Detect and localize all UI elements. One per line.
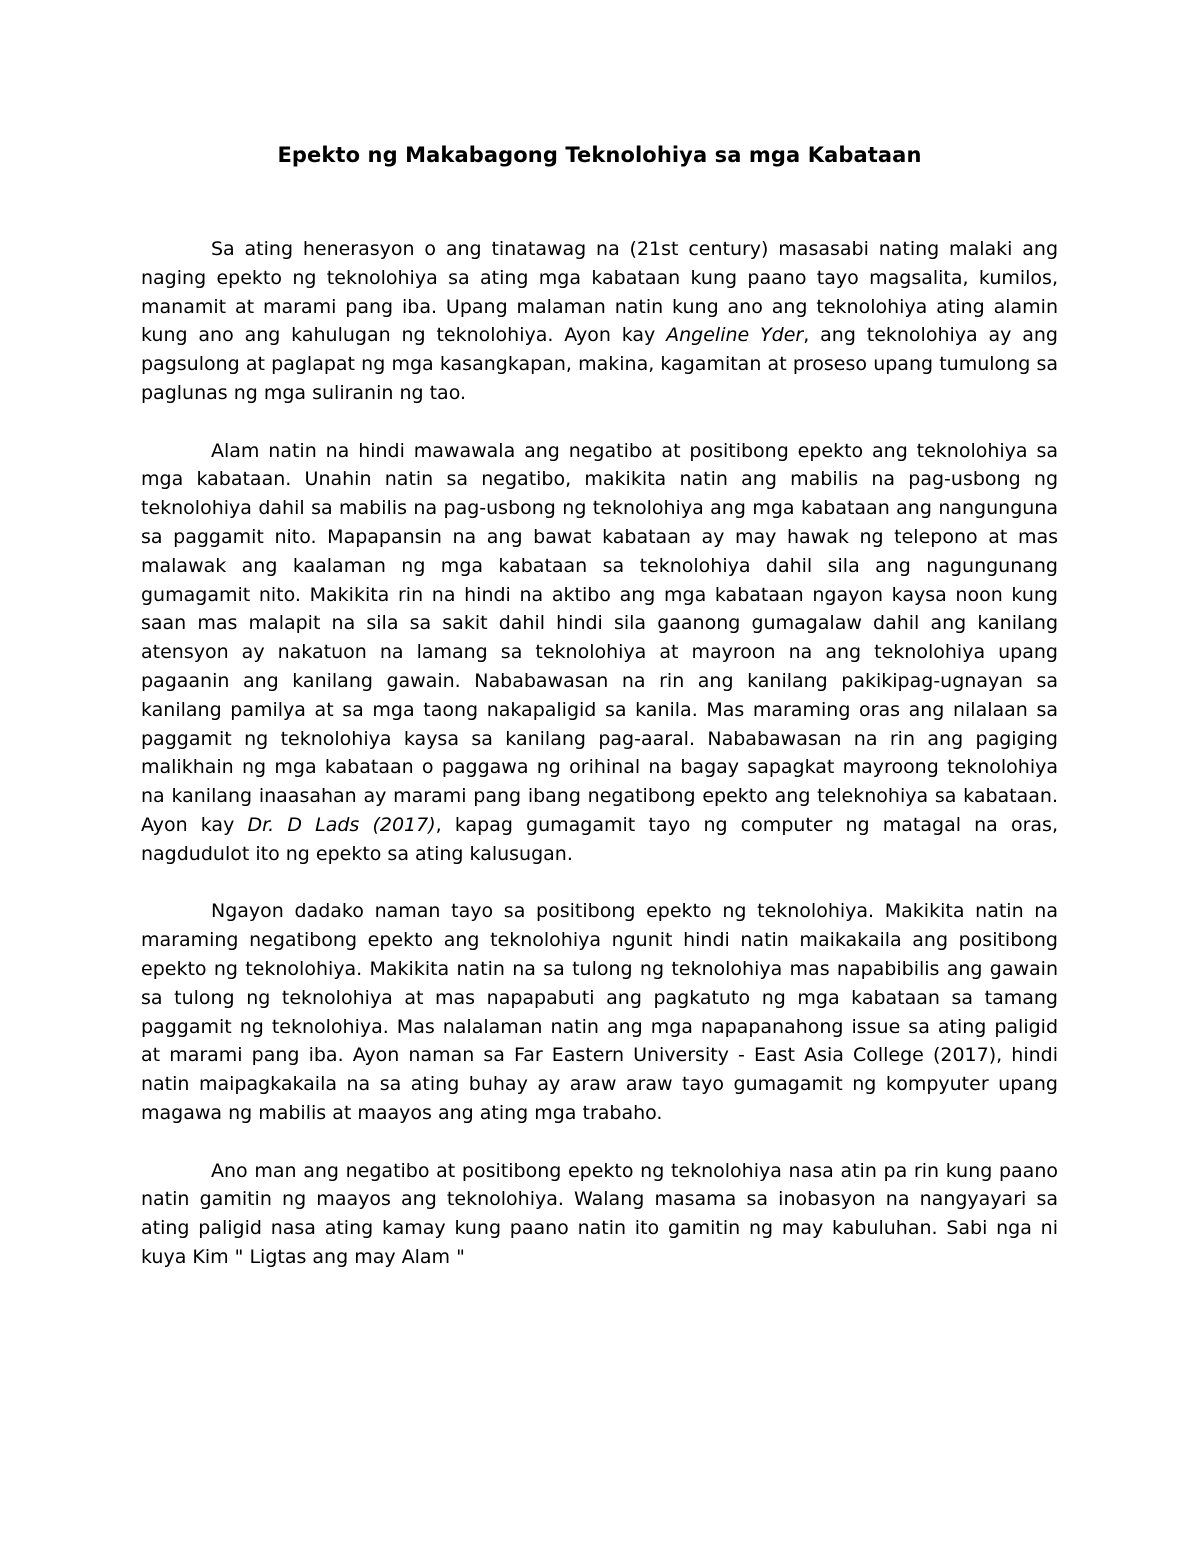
- paragraph-4: [141, 1157, 1058, 1272]
- paragraph-4-text: Ano man ang negatibo at positibong epekto ng teknolohiya nasa atin pa rin kung paano natin gamitin ng maayos ang teknolohiya. Walang masama sa inobasyon na nangyayari sa ating paligid nasa ating kamay kung paano natin ito gamitin ng may kabuluhan. Sabi nga ni kuya Kim " Ligtas ang may Alam ": [141, 1159, 1058, 1268]
- paragraph-1-text-a: Sa ating henerasyon o ang tinatawag na (21st century) masasabi nating malaki ang naging epekto ng teknolohiya sa ating mga kabataan kung paano tayo magsalita, kumilos, manamit at marami pang iba. Upang malaman natin kung ano ang teknolohiya ating alamin kung ano ang kahulugan ng teknolohiya. Ayon kay: [141, 238, 1058, 347]
- paragraph-3-text: Ngayon dadako naman tayo sa positibong epekto ng teknolohiya. Makikita natin na maraming negatibong epekto ang teknolohiya ngunit hindi natin maikakaila ang positibong epekto ng teknolohiya. Makikita natin na sa tulong ng teknolohiya mas napabibilis ang gawain sa tulong ng teknolohiya at mas napapabuti ang pagkatuto ng mga kabataan sa tamang paggamit ng teknolohiya. Mas nalalaman natin ang mga napapanahong issue sa ating paligid at marami pang iba. Ayon naman sa Far Eastern University - East Asia College (2017), hindi natin maipagkakaila na sa ating buhay ay araw araw tayo gumagamit ng kompyuter upang magawa ng mabilis at maayos ang ating mga trabaho.: [141, 900, 1058, 1124]
- paragraph-2-text-b: , kapag gumagamit tayo ng computer ng matagal na oras, nagdudulot ito ng epekto sa ating kalusugan.: [141, 813, 1058, 865]
- document-page: [141, 138, 1058, 1300]
- citation-angeline-yder: Angeline Yder: [666, 324, 804, 347]
- paragraph-1-text-b: , ang teknolohiya ay ang pagsulong at paglapat ng mga kasangkapan, makina, kagamitan at proseso upang tumulong sa paglunas ng mga suliranin ng tao.: [141, 324, 1058, 404]
- paragraph-3: [141, 897, 1058, 1127]
- paragraph-2: [141, 437, 1058, 869]
- citation-dr-d-lads: Dr. D Lads (2017): [247, 813, 436, 836]
- paragraph-2-text-a: Alam natin na hindi mawawala ang negatibo at positibong epekto ang teknolohiya sa mga kabataan. Unahin natin sa negatibo, makikita natin ang mabilis na pag-usbong ng teknolohiya dahil sa mabilis na pag-usbong ng teknolohiya ang mga kabataan ang nangunguna sa paggamit nito. Mapapansin na ang bawat kabataan ay may hawak ng telepono at mas malawak ang kaalaman ng mga kabataan sa teknolohiya dahil sila ang nagungunang gumagamit nito. Makikita rin na hindi na aktibo ang mga kabataan ngayon kaysa noon kung saan mas malapit na sila sa sakit dahil hindi sila gaanong gumagalaw dahil ang kanilang atensyon ay nakatuon na lamang sa teknolohiya at mayroon na ang teknolohiya upang pagaanin ang kanilang gawain. Nababawasan na rin ang kanilang pakikipag-ugnayan sa kanilang pamilya at sa mga taong nakapaligid sa kanila. Mas maraming oras ang nilalaan sa paggamit ng teknolohiya kaysa sa kanilang pag-aaral. Nababawasan na rin ang pagiging malikhain ng mga kabataan o paggawa ng orihinal na bagay sapagkat mayroong teknolohiya na kanilang inaasahan ay marami pang ibang negatibong epekto ang teleknohiya sa kabataan. Ayon kay: [141, 439, 1058, 836]
- document-title: Epekto ng Makabagong Teknolohiya sa mga Kabataan: [277, 143, 922, 167]
- paragraph-1: [141, 235, 1058, 408]
